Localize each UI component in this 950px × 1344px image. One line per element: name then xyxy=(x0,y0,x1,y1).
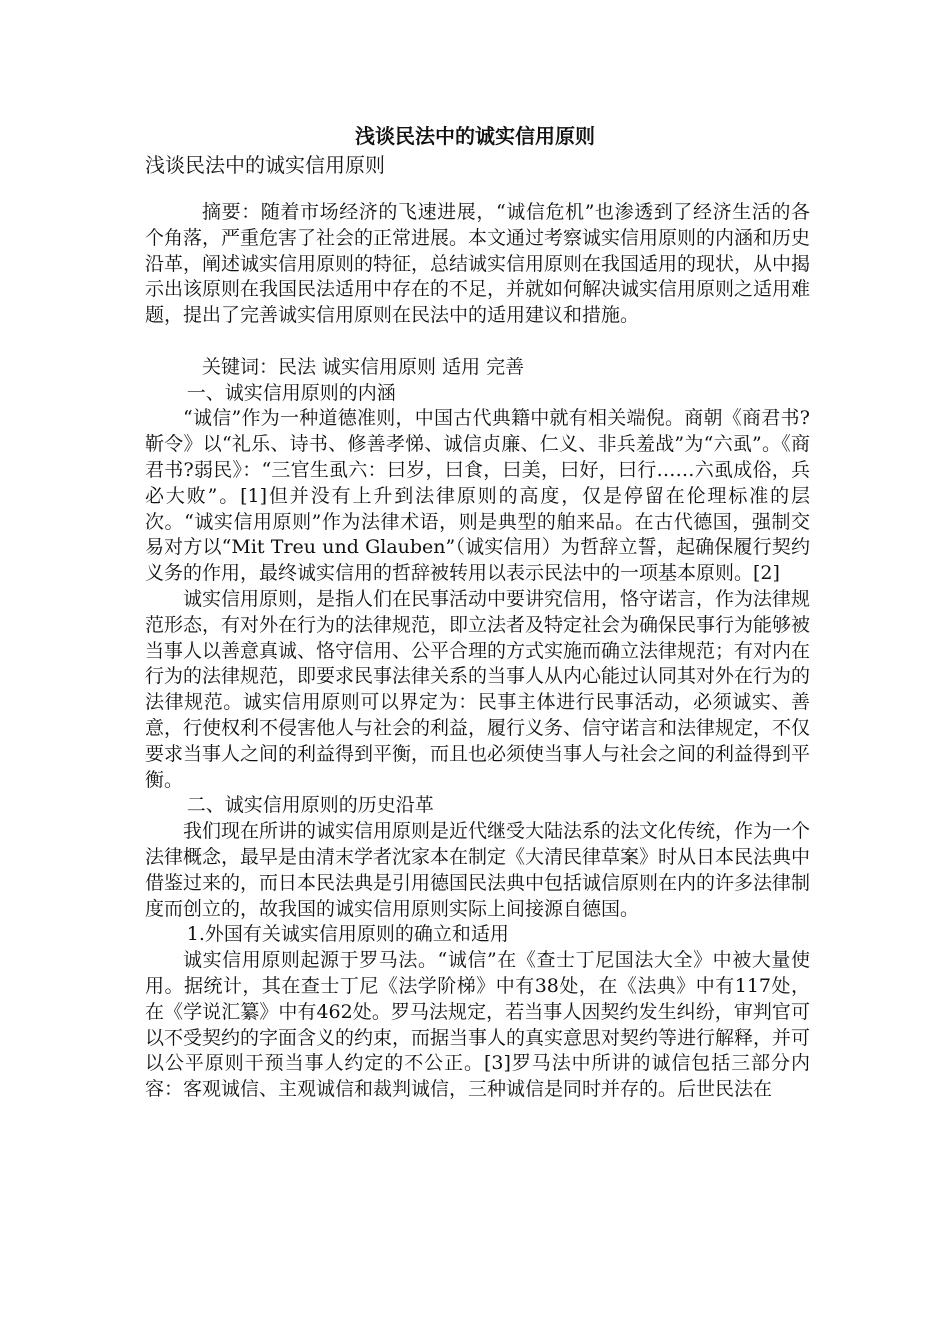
document-title: 浅谈民法中的诚实信用原则 xyxy=(355,124,595,148)
abstract-paragraph: 摘要：随着市场经济的飞速进展，“诚信危机”也渗透到了经济生活的各个角落，严重危害了社会的正常进展。本文通过考察诚实信用原则的内涵和历史沿革，阐述诚实信用原则的特征，总结诚实信用原则在我国适用的现状，从中揭示出该原则在我国民法适用中存在的不足，并就如何解决诚实信用原则之适用难题，提出了完善诚实信用原则在民法中的适用建议和措施。 xyxy=(145,201,811,327)
section-heading-1: 一、诚实信用原则的内涵 xyxy=(186,381,396,404)
paragraph: “诚信”作为一种道德准则，中国古代典籍中就有相关端倪。商朝《商君书?靳令》以“礼乐、诗书、修善孝悌、诚信贞廉、仁义、非兵羞战”为“六虱”。《商君书?弱民》：“三官生虱六：曰岁，曰食，曰美，曰好，曰行……六虱成俗，兵必大败”。[1]但并没有上升到法律原则的高度，仅是停留在伦理标准的层次。“诚实信用原则”作为法律术语，则是典型的舶来品。在古代德国，强制交易对方以“Mit Treu und Glauben”（诚实信用）为哲辞立誓，起确保履行契约义务的作用，最终诚实信用的哲辞被转用以表示民法中的一项基本原则。[2] xyxy=(145,407,810,585)
subsection-heading-1: 1.外国有关诚实信用原则的确立和适用 xyxy=(186,923,509,946)
document-subtitle: 浅谈民法中的诚实信用原则 xyxy=(145,153,385,177)
document-body xyxy=(145,200,810,1103)
section-heading-2: 二、诚实信用原则的历史沿革 xyxy=(186,794,434,817)
keywords-line: 关键词：民法 诚实信用原则 适用 完善 xyxy=(202,355,525,378)
paragraph: 诚实信用原则，是指人们在民事活动中要讲究信用，恪守诺言，作为法律规范形态，有对外在行为的法律规范，即立法者及特定社会为确保民事行为能够被当事人以善意真诚、恪守信用、公平合理的方式实施而确立法律规范；有对内在行为的法律规范，即要求民事法律关系的当事人从内心能过认同其对外在行为的法律规范。诚实信用原则可以界定为：民事主体进行民事活动，必须诚实、善意，行使权利不侵害他人与社会的利益，履行义务、信守诺言和法律规定，不仅要求当事人之间的利益得到平衡，而且也必须使当事人与社会之间的利益得到平衡。 xyxy=(145,587,811,791)
paragraph: 诚实信用原则起源于罗马法。“诚信”在《查士丁尼国法大全》中被大量使用。据统计，其在查士丁尼《法学阶梯》中有38处，在《法典》中有117处，在《学说汇纂》中有462处。罗马法规定，若当事人因契约发生纠纷，审判官可以不受契约的字面含义的约束，而据当事人的真实意思对契约等进行解释，并可以公平原则干预当事人约定的不公正。[3]罗马法中所讲的诚信包括三部分内容：客观诚信、主观诚信和裁判诚信，三种诚信是同时并存的。后世民法在 xyxy=(145,949,811,1101)
paragraph: 我们现在所讲的诚实信用原则是近代继受大陆法系的法文化传统，作为一个法律概念，最早是由清末学者沈家本在制定《大清民律草案》时从日本民法典中借鉴过来的，而日本民法典是引用德国民法典中包括诚信原则在内的许多法律制度而创立的，故我国的诚实信用原则实际上间接源自德国。 xyxy=(145,820,811,920)
